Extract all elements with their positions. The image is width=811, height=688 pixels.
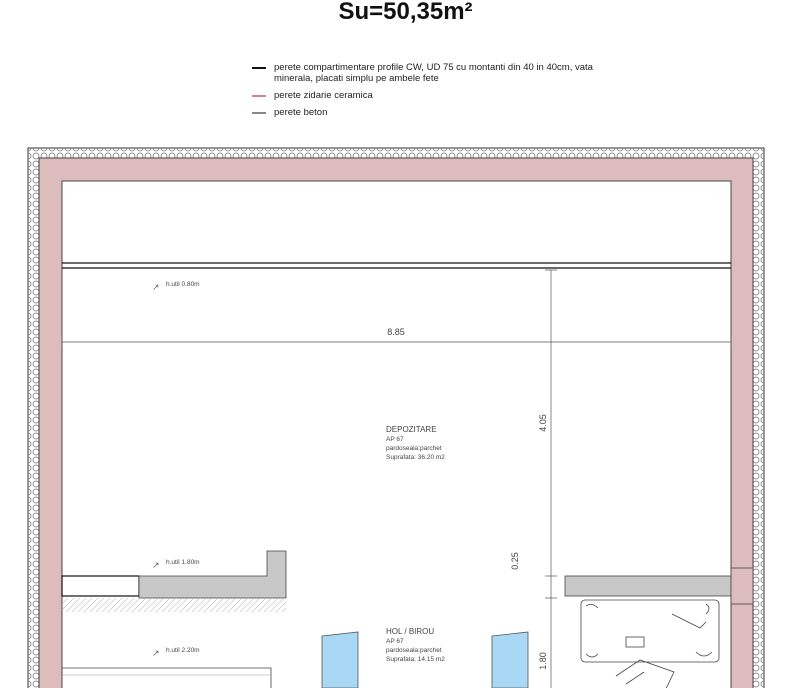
wall-cap-right — [731, 568, 753, 604]
svg-text:↗: ↗ — [152, 648, 160, 658]
room-label-depozitare — [386, 425, 445, 461]
room-floor: pardoseala:parchet — [386, 647, 442, 654]
dim-width-label: 8.85 — [387, 327, 405, 337]
room-area: Suprafata: 36.20 m2 — [386, 454, 445, 461]
roof-window-right — [492, 632, 528, 688]
concrete-wall-left — [139, 551, 286, 598]
height-marker-2 — [152, 559, 200, 570]
desk-furniture — [581, 600, 719, 662]
hatch-under-wall — [62, 598, 286, 612]
room-name: HOL / BIROU — [386, 627, 435, 636]
room-label-hol — [386, 627, 445, 663]
drywall-partition-left — [62, 576, 139, 596]
svg-text:h.util 0.80m: h.util 0.80m — [166, 281, 200, 288]
dim-gap-label: 0.25 — [510, 552, 520, 570]
concrete-wall-right — [565, 576, 731, 596]
dim-hall-label: 1.80 — [538, 652, 548, 670]
plan-title: Su=50,35m² — [338, 0, 473, 25]
height-marker-3 — [152, 647, 200, 658]
svg-text:h.util 1.80m: h.util 1.80m — [166, 559, 200, 566]
height-marker-1 — [152, 281, 200, 292]
legend-label-brick: perete zidarie ceramica — [274, 90, 373, 101]
room-area: Suprafata: 14.15 m2 — [386, 656, 445, 663]
insulation-right — [753, 158, 764, 688]
legend-label-drywall: perete compartimentare profile CW, UD 75 cu montanti din 40 in 40cm, vata minerala, placati simplu pe ambele fete — [274, 62, 593, 84]
stair-outline — [62, 668, 271, 688]
dim-depth-label: 4.05 — [538, 414, 548, 432]
legend-label-concrete: perete beton — [274, 107, 328, 118]
svg-text:h.util 2.20m: h.util 2.20m — [166, 647, 200, 654]
room-floor: pardoseala:parchet — [386, 445, 442, 452]
office-chair — [616, 660, 674, 688]
room-name: DEPOZITARE — [386, 425, 437, 434]
insulation-left — [28, 158, 39, 688]
room-ap: AP 67 — [386, 436, 404, 443]
room-ap: AP 67 — [386, 638, 404, 645]
svg-text:↗: ↗ — [152, 282, 160, 292]
roof-window-left — [322, 632, 358, 688]
insulation-top — [28, 148, 764, 158]
svg-text:↗: ↗ — [152, 560, 160, 570]
